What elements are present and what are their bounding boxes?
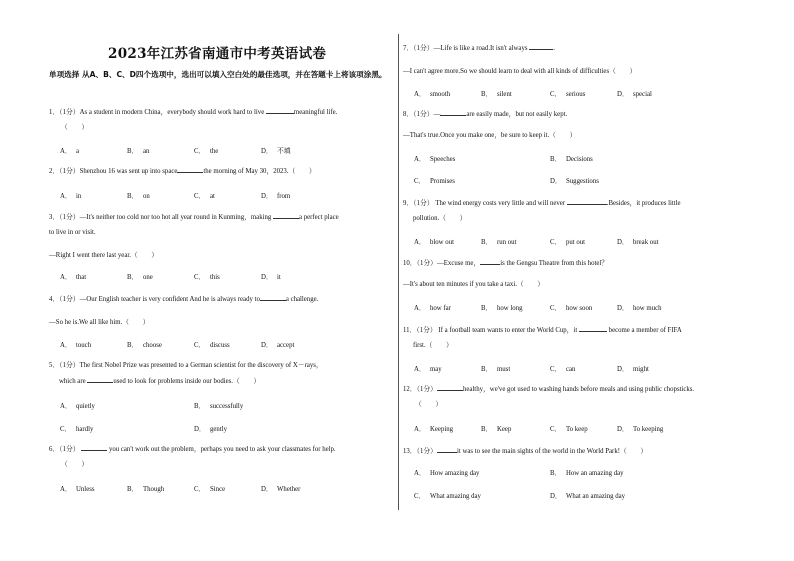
question-text: healthy，we've got used to washing hands before meals and using public chopsticks. (462, 386, 695, 393)
question-text: —Life is like a road.It isn't always (433, 45, 528, 52)
question-text: —Our English teacher is very confident And he is always ready to (79, 296, 260, 303)
option-c[interactable]: C． put out (550, 239, 586, 246)
question-text: it was to see the main sights of the world in the World Park!（ ） (456, 448, 648, 455)
option-a[interactable]: A． that (60, 274, 87, 281)
options-q10 (414, 302, 774, 314)
option-a[interactable]: A． Speeches (414, 156, 456, 163)
question-text: —I can't agree more.So we should learn to deal with all kinds of difficulties（ ） (403, 68, 637, 75)
question-text: first.（ ） (413, 342, 453, 349)
options-q1 (60, 145, 390, 157)
option-d[interactable]: D． might (617, 366, 649, 373)
option-c[interactable]: C． discuss (194, 342, 230, 349)
option-a[interactable]: A． a (60, 148, 80, 155)
option-c[interactable]: C． To keep (550, 426, 588, 433)
answer-blank (266, 104, 294, 114)
question-2: 2．（1分）Shenzhou 16 was sent up into space the morning of May 30，2023.（ ） (49, 163, 389, 179)
options-q13-row2 (414, 490, 774, 502)
answer-paren: （ ） (61, 124, 89, 131)
option-c[interactable]: C． how soon (550, 305, 593, 312)
question-text: the morning of May 30，2023.（ ） (203, 168, 316, 175)
question-10: 10．（1分）—Excuse me， is the Gengsu Theatre from this hotel？ —It's about ten minutes if you take a taxi.（ ） (403, 255, 775, 292)
question-text: The first Nobel Prize was presented to a German scientist for the discovery of X－rays， (79, 362, 323, 369)
answer-blank (437, 443, 457, 453)
question-text: you can't work out the problem，perhaps you need to ask your classmates for help. (109, 446, 336, 453)
option-a[interactable]: A． quietly (60, 403, 95, 410)
question-4: 4．（1分）—Our English teacher is very confident And he is always ready to a challenge. —So he is.We all like him.（ ） (49, 291, 389, 330)
options-q6 (60, 483, 390, 495)
question-5: 5．（1分）The first Nobel Prize was presented to a German scientist for the discovery of X－rays， which are used to look for problems inside our bodies.（ ） (49, 362, 323, 385)
column-divider (398, 34, 399, 510)
options-q5-row2 (60, 423, 390, 435)
question-text: pollution.（ ） (413, 215, 467, 222)
option-c[interactable]: C． this (194, 274, 220, 281)
option-b[interactable]: B． Decisions (550, 156, 593, 163)
option-d[interactable]: D． accept (261, 342, 295, 349)
question-text: —Excuse me， (436, 260, 481, 267)
question-text: Shenzhou 16 was sent up into space (79, 168, 178, 175)
option-b[interactable]: B． how long (481, 305, 523, 312)
question-text: is the Gengsu Theatre from this hotel？ (500, 260, 609, 267)
option-a[interactable]: A． how far (414, 305, 451, 312)
option-c[interactable]: C． can (550, 366, 576, 373)
question-text: a perfect place (299, 214, 339, 221)
options-q8 (414, 153, 774, 165)
answer-blank (177, 163, 203, 173)
option-d[interactable]: D． Whether (261, 486, 301, 493)
question-text: —Right I went there last year.（ ） (49, 252, 159, 259)
options-q12 (414, 423, 774, 435)
option-a[interactable]: A． smooth (414, 91, 451, 98)
option-b[interactable]: B． an (127, 148, 150, 155)
question-number: 1．（1分） (49, 109, 80, 116)
answer-blank (579, 322, 607, 332)
option-d[interactable]: D． how much (617, 305, 662, 312)
section-instruction: 单项选择 从A、B、C、D四个选项中，选出可以填入空白处的最佳选项，并在答题卡上将该项涂黑。 (49, 70, 387, 79)
option-a[interactable]: A． Unless (60, 486, 95, 493)
answer-blank (260, 291, 286, 301)
answer-blank (81, 441, 107, 451)
question-text: meaningful life. (293, 109, 338, 116)
option-c[interactable]: C． serious (550, 91, 586, 98)
question-text: The wind energy costs very little and will never (435, 200, 566, 207)
option-a[interactable]: A． blow out (414, 239, 454, 246)
answer-paren: （ ） (415, 401, 443, 408)
question-text: .Besides，it produces little (606, 200, 681, 207)
question-12: 12．（1分） healthy，we've got used to washing hands before meals and using public chopsticks. （ ） (403, 381, 775, 412)
option-b[interactable]: B． choose (127, 342, 162, 349)
option-b[interactable]: B． Keep (481, 426, 512, 433)
options-q3 (60, 271, 390, 283)
option-b[interactable]: B． must (481, 366, 511, 373)
option-d[interactable]: D． Suggestions (550, 178, 599, 185)
option-b[interactable]: B． run out (481, 239, 517, 246)
question-8: 8．（1分）— are easily made，but not easily kept. —That's true.Once you make one，be sure to keep it.（ ） (403, 106, 775, 143)
question-text: become a member of FIFA (608, 327, 682, 334)
option-b[interactable]: B． silent (481, 91, 512, 98)
question-1 (49, 104, 389, 135)
option-a[interactable]: A． may (414, 366, 442, 373)
option-c[interactable]: C． What amazing day (414, 493, 481, 500)
answer-blank (529, 40, 553, 50)
option-d[interactable]: D． from (261, 193, 291, 200)
options-q5 (60, 400, 390, 412)
option-c[interactable]: C． Promises (414, 178, 455, 185)
option-d[interactable]: D． 不填 (261, 148, 291, 155)
options-q11 (414, 363, 774, 375)
options-q7 (414, 88, 774, 100)
question-text: —So he is.We all like him.（ ） (49, 319, 150, 326)
options-q4 (60, 339, 390, 351)
question-9: 9．（1分） The wind energy costs very little and will never .Besides，it produces little pollution.（ ） (403, 195, 775, 226)
question-text: —That's true.Once you make one，be sure to keep it.（ ） (403, 132, 577, 139)
option-d[interactable]: D． To keeping (617, 426, 664, 433)
question-text: As a student in modern China，everybody should work hard to live (79, 109, 265, 116)
question-text: a challenge. (285, 296, 319, 303)
options-q2 (60, 190, 390, 202)
question-text: If a football team wants to enter the World Cup，it (438, 327, 578, 334)
option-c[interactable]: C． hardly (60, 426, 94, 433)
option-d[interactable]: D． it (261, 274, 281, 281)
options-q8-row2 (414, 175, 774, 187)
answer-blank (567, 195, 607, 205)
answer-blank (480, 255, 500, 265)
question-3: 3．（1分）—It's neither too cold nor too hot all year round in Kunming，making a perfect place to live in or visit. —Right I went there last year.（ ） (49, 209, 389, 263)
question-text: —It's neither too cold nor too hot all year round in Kunming，making (79, 214, 272, 221)
answer-blank (87, 373, 113, 383)
question-6: 6．（1分） you can't work out the problem，perhaps you need to ask your classmates for help. （ ） (49, 441, 389, 472)
question-7: 7．（1分）—Life is like a road.It isn't always . —I can't agree more.So we should learn to deal with all kinds of difficulties（ ） (403, 40, 775, 79)
options-q9 (414, 236, 774, 248)
option-b[interactable]: B． successfully (194, 403, 244, 410)
option-a[interactable]: A． How amazing day (414, 470, 480, 477)
answer-blank (440, 106, 466, 116)
option-d[interactable]: D． special (617, 91, 652, 98)
option-b[interactable]: B． one (127, 274, 153, 281)
option-d[interactable]: D． gently (194, 426, 227, 433)
page-title: 2023年江苏省南通市中考英语试卷 (108, 46, 327, 62)
answer-blank (437, 381, 463, 391)
option-b[interactable]: B． Though (127, 486, 165, 493)
question-text: to live in or visit. (49, 229, 96, 236)
option-c[interactable]: C． Since (194, 486, 226, 493)
question-text: used to look for problems inside our bodies.（ ） (113, 378, 261, 385)
option-a[interactable]: A． Keeping (414, 426, 454, 433)
answer-blank (273, 209, 299, 219)
option-c[interactable]: C． the (194, 148, 219, 155)
answer-paren: （ ） (61, 461, 89, 468)
option-a[interactable]: A． in (60, 193, 82, 200)
option-d[interactable]: D． What an amazing day (550, 493, 626, 500)
question-11: 11．（1分） If a football team wants to enter the World Cup，it become a member of FIFA first.（ ） (403, 322, 775, 353)
question-13: 13．（1分） it was to see the main sights of the world in the World Park!（ ） (403, 443, 775, 459)
option-b[interactable]: B． How an amazing day (550, 470, 624, 477)
question-text: are easily made，but not easily kept. (466, 111, 568, 118)
question-text: —It's about ten minutes if you take a taxi.（ ） (403, 281, 545, 288)
option-c[interactable]: C． at (194, 193, 215, 200)
options-q13 (414, 467, 774, 479)
option-b[interactable]: B． on (127, 193, 150, 200)
question-text: which are (59, 378, 86, 385)
option-d[interactable]: D． break out (617, 239, 659, 246)
option-a[interactable]: A． touch (60, 342, 92, 349)
